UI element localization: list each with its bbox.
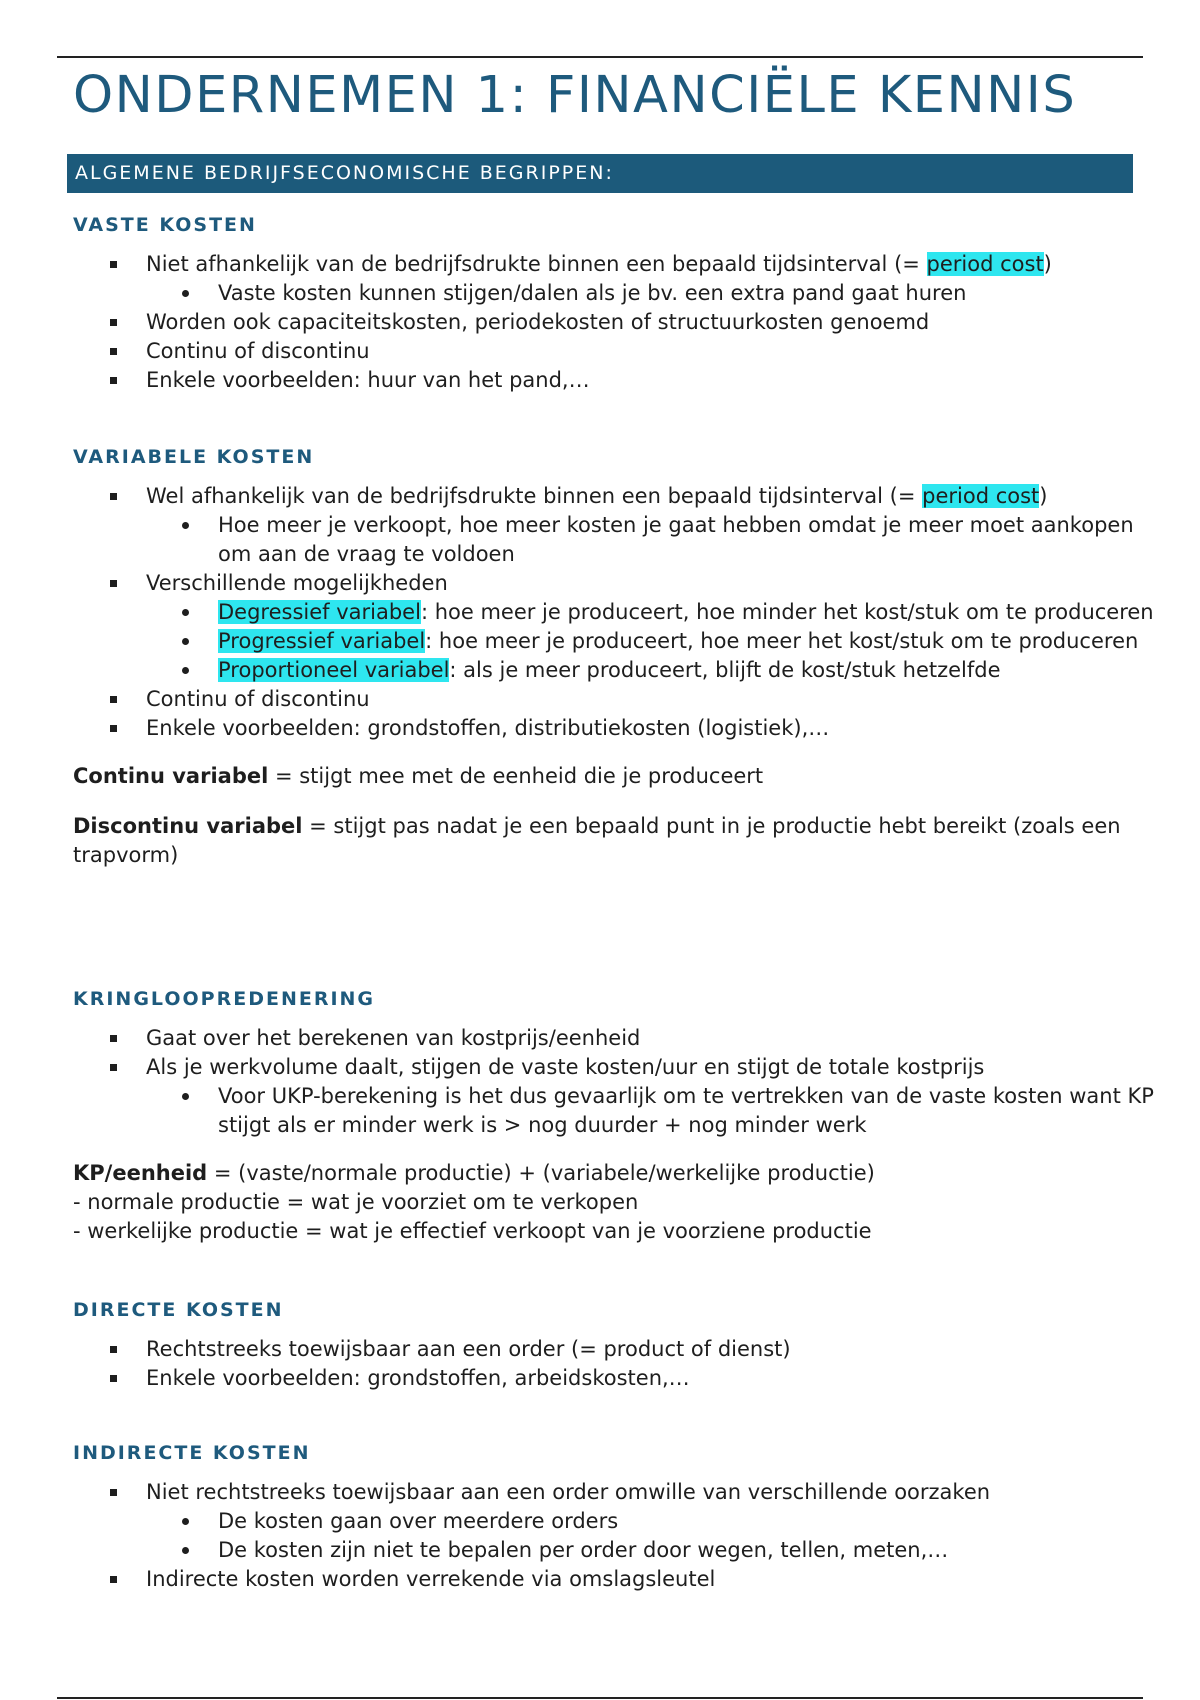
section-indirecte-kosten bbox=[73, 1439, 1160, 1594]
list-item: Verschillende mogelijkheden Degressief variabel: hoe meer je produceert, hoe minder het kost/stuk om te produceren Progressief variabel: hoe meer je produceert, hoe meer het kost/stuk om te produceren Proportioneel variabel: als je meer produceert, blijft de kost/stuk hetzelfde bbox=[146, 569, 1160, 685]
definition-discontinu: Discontinu variabel = stijgt pas nadat je een bepaald punt in je productie hebt bereikt (zoals een trapvorm) bbox=[73, 814, 1121, 867]
top-rule bbox=[57, 56, 1143, 58]
formula-kp-eenheid: KP/eenheid = (vaste/normale productie) + (variabele/werkelijke productie) bbox=[73, 1161, 875, 1185]
document-title: ONDERNEMEN 1: FINANCIËLE KENNIS bbox=[73, 66, 1077, 125]
highlight: period cost bbox=[926, 252, 1044, 276]
list-item: De kosten zijn niet te bepalen per order door wegen, tellen, meten,… bbox=[218, 1536, 1160, 1565]
section-banner: ALGEMENE BEDRIJFSECONOMISCHE BEGRIPPEN: bbox=[67, 154, 1133, 193]
bottom-rule bbox=[57, 1697, 1143, 1699]
kringloop-list bbox=[73, 1024, 1160, 1140]
section-directe-kosten bbox=[73, 1296, 1160, 1393]
list-item: Voor UKP-berekening is het dus gevaarlijk om te vertrekken van de vaste kosten want KP stijgt als er minder werk is > nog duurder + nog minder werk bbox=[218, 1082, 1160, 1140]
list-item: Continu of discontinu bbox=[146, 337, 1160, 366]
definition-continu: Continu variabel = stijgt mee met de eenheid die je produceert bbox=[73, 764, 764, 788]
highlight: period cost bbox=[922, 484, 1040, 508]
list-item: Proportioneel variabel: als je meer produceert, blijft de kost/stuk hetzelfde bbox=[218, 656, 1160, 685]
list-item: Niet rechtstreeks toewijsbaar aan een order omwille van verschillende oorzaken De kosten gaan over meerdere orders De kosten zijn niet te bepalen per order door wegen, tellen, meten,… bbox=[146, 1478, 1160, 1565]
heading-vaste-kosten: VASTE KOSTEN bbox=[73, 214, 257, 236]
section-variabele-kosten bbox=[73, 443, 1160, 870]
list-item: Wel afhankelijk van de bedrijfsdrukte binnen een bepaald tijdsinterval (= period cost) Hoe meer je verkoopt, hoe meer kosten je gaat hebben omdat je meer moet aankopen om aan de vraag te voldoen bbox=[146, 482, 1160, 569]
highlight: Proportioneel variabel bbox=[218, 658, 450, 682]
list-item: Enkele voorbeelden: grondstoffen, arbeidskosten,… bbox=[146, 1364, 1160, 1393]
list-item: De kosten gaan over meerdere orders bbox=[218, 1507, 1160, 1536]
list-item: Continu of discontinu bbox=[146, 685, 1160, 714]
list-item: Enkele voorbeelden: huur van het pand,… bbox=[146, 366, 1160, 395]
list-item: Worden ook capaciteitskosten, periodekosten of structuurkosten genoemd bbox=[146, 308, 1160, 337]
vaste-kosten-list bbox=[73, 250, 1160, 395]
highlight: Progressief variabel bbox=[218, 629, 426, 653]
list-item: Hoe meer je verkoopt, hoe meer kosten je gaat hebben omdat je meer moet aankopen om aan de vraag te voldoen bbox=[218, 511, 1160, 569]
highlight: Degressief variabel bbox=[218, 600, 421, 624]
directe-kosten-list bbox=[73, 1335, 1160, 1393]
list-item: Progressief variabel: hoe meer je produceert, hoe meer het kost/stuk om te produceren bbox=[218, 627, 1160, 656]
list-item: Gaat over het berekenen van kostprijs/eenheid bbox=[146, 1024, 1160, 1053]
formula-note: - normale productie = wat je voorziet om te verkopen bbox=[73, 1190, 639, 1214]
section-kringloopredenering bbox=[73, 985, 1160, 1246]
heading-indirecte-kosten: INDIRECTE KOSTEN bbox=[73, 1442, 311, 1464]
list-item: Vaste kosten kunnen stijgen/dalen als je bv. een extra pand gaat huren bbox=[218, 279, 1160, 308]
variabele-kosten-list bbox=[73, 482, 1160, 743]
indirecte-kosten-list bbox=[73, 1478, 1160, 1594]
heading-variabele-kosten: VARIABELE KOSTEN bbox=[73, 446, 315, 468]
list-item: Niet afhankelijk van de bedrijfsdrukte binnen een bepaald tijdsinterval (= period cost) Vaste kosten kunnen stijgen/dalen als je bv. een extra pand gaat huren bbox=[146, 250, 1160, 308]
list-item: Indirecte kosten worden verrekende via omslagsleutel bbox=[146, 1565, 1160, 1594]
heading-directe-kosten: DIRECTE KOSTEN bbox=[73, 1299, 284, 1321]
section-vaste-kosten bbox=[73, 211, 1160, 395]
heading-kringloopredenering: KRINGLOOPREDENERING bbox=[73, 988, 376, 1010]
list-item: Rechtstreeks toewijsbaar aan een order (= product of dienst) bbox=[146, 1335, 1160, 1364]
list-item: Enkele voorbeelden: grondstoffen, distributiekosten (logistiek),… bbox=[146, 714, 1160, 743]
list-item: Als je werkvolume daalt, stijgen de vaste kosten/uur en stijgt de totale kostprijs Voor UKP-berekening is het dus gevaarlijk om te vertrekken van de vaste kosten want KP stijgt als er minder werk is > nog duurder + nog minder werk bbox=[146, 1053, 1160, 1140]
formula-note: - werkelijke productie = wat je effectief verkoopt van je voorziene productie bbox=[73, 1219, 872, 1243]
list-item: Degressief variabel: hoe meer je produceert, hoe minder het kost/stuk om te produceren bbox=[218, 598, 1160, 627]
